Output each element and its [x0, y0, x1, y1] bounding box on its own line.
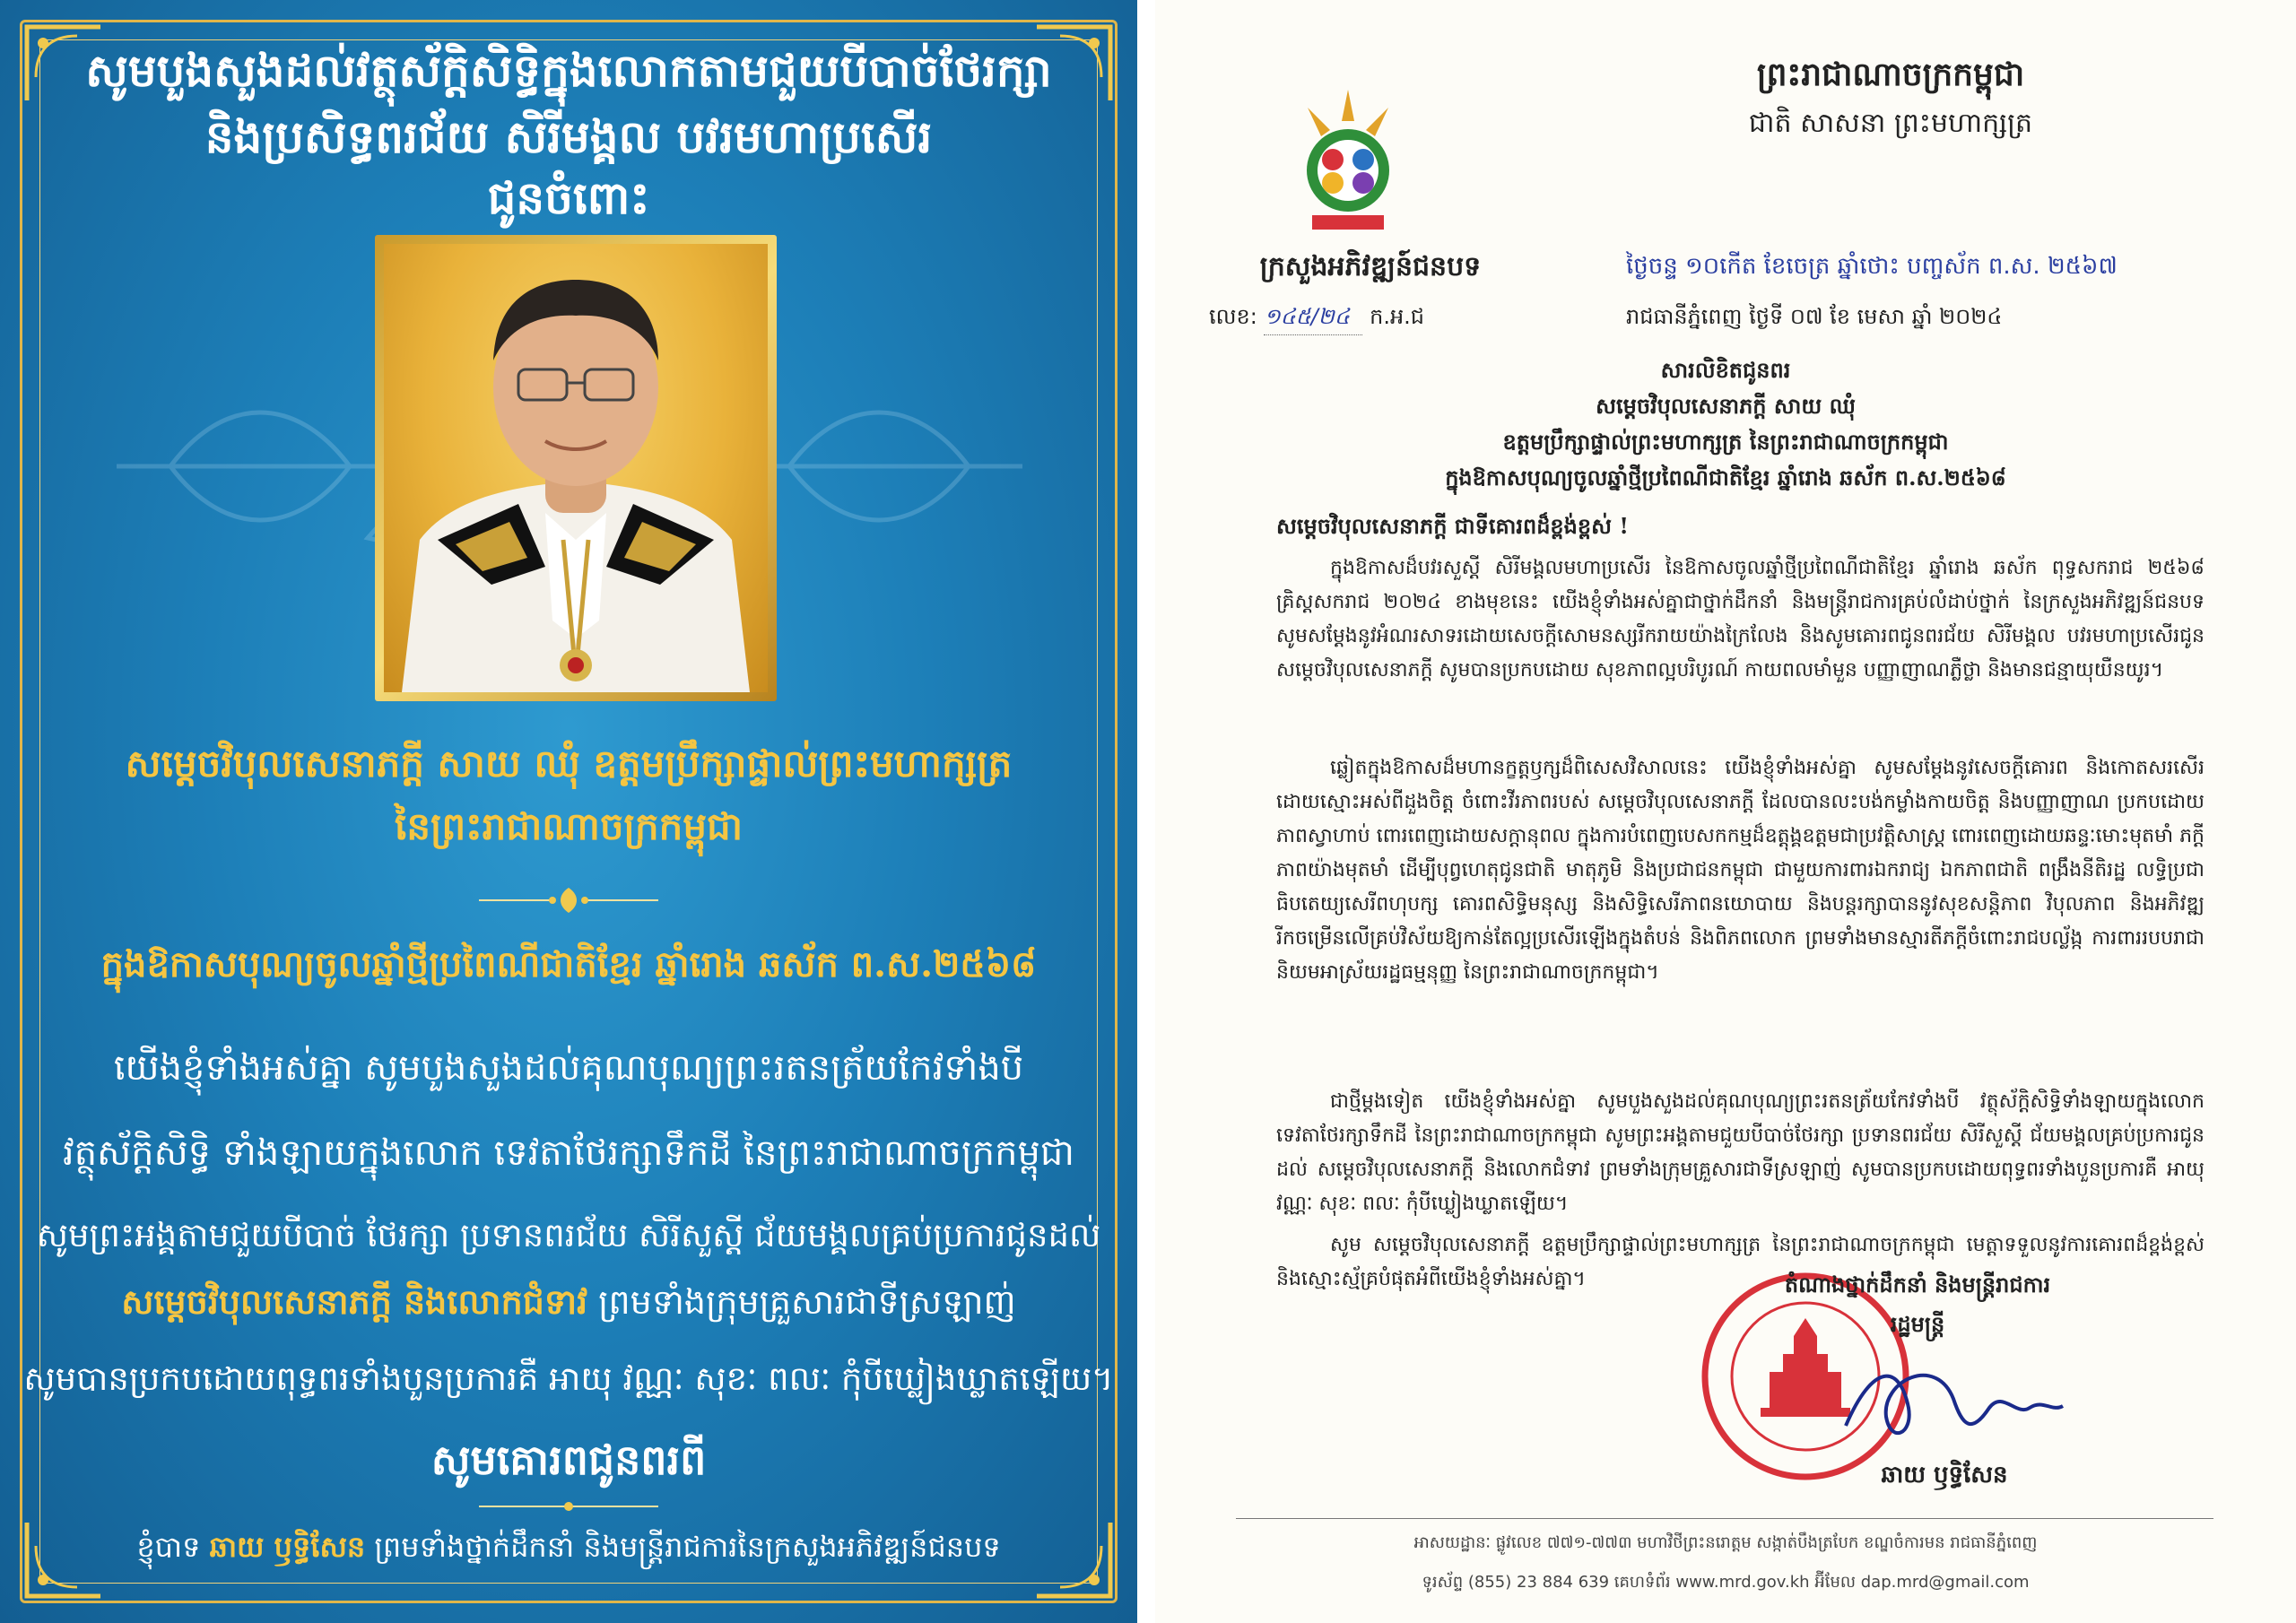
- signer-name: ឆាយ ឫទ្ធិសែន: [1881, 1462, 2008, 1488]
- reference-number: [1209, 303, 1424, 335]
- lunar-date: ថ្ងៃចន្ទ ១០កើត ខែចេត្រ ឆ្នាំថោះ បញ្ចស័ក ព.ស. ២៥៦៧: [1626, 253, 2118, 280]
- paragraph-4: សូម សម្តេចវិបុលសេនាភក្តី ឧត្តមប្រឹក្សាផ្ទាល់ព្រះមហាក្សត្រ នៃព្រះរាជាណាចក្រកម្ពុជា មេត្តាទទួលនូវការគោរពដ៏ខ្ពង់ខ្ពស់ និងស្មោះស្ម័គ្របំផុតអំពីយើងខ្ញុំទាំងអស់គ្នា។: [1276, 1234, 2205, 1290]
- wish-line1: យើងខ្ញុំទាំងអស់គ្នា សូមបួងសួងដល់គុណបុណ្យព្រះរតនត្រ័យកែវទាំងបី: [113, 1047, 1024, 1089]
- letter-subject: ក្នុងឱកាសបុណ្យចូលឆ្នាំថ្មីប្រពៃណីជាតិខ្មែរ ឆ្នាំរោង ឆស័ក ព.ស.២៥៦៨: [1445, 464, 2006, 490]
- respect-text: សូមគោរពជូនពរពី: [430, 1436, 707, 1484]
- doc-type: សារលិខិតជូនពរ: [1660, 357, 1791, 383]
- wish-line4-white: ព្រមទាំងក្រុមគ្រួសារជាទីស្រឡាញ់: [587, 1282, 1016, 1322]
- card-header-line1: សូមបួងសួងដល់វត្ថុស័ក្តិសិទ្ធិក្នុងលោកតាមជួយបីបាច់ថែរក្សា: [85, 44, 1052, 97]
- honoree-line2: នៃព្រះរាជាណាចក្រកម្ពុជា: [394, 804, 743, 848]
- footer-divider: [1236, 1518, 2213, 1519]
- portrait-frame: [375, 235, 777, 701]
- card-from-line: [0, 1529, 1137, 1571]
- wish-line4: [0, 1280, 1137, 1331]
- wish-line5: សូមបានប្រកបដោយពុទ្ធពរទាំងបួនប្រការគឺ អាយុ វណ្ណៈ សុខៈ ពលៈ កុំបីឃ្លៀងឃ្លាតឡើយ។: [23, 1359, 1114, 1398]
- solar-date: រាជធានីភ្នំពេញ ថ្ងៃទី ០៧ ខែ មេសា ឆ្នាំ ២០២៤: [1626, 304, 2003, 329]
- divider-line: [479, 1497, 658, 1515]
- ministry-logo-icon: [1290, 81, 1406, 242]
- ref-label: លេខ:: [1209, 304, 1257, 329]
- ministry-name: ក្រសួងអភិវឌ្ឍន៍ជនបទ: [1259, 251, 1482, 282]
- wish-line3: សូមព្រះអង្គតាមជួយបីបាច់ ថែរក្សា ប្រទានពរជ័យ សិរីសួស្តី ជ័យមង្គលគ្រប់ប្រការជូនដល់: [36, 1216, 1101, 1254]
- occasion-text: ក្នុងឱកាសបុណ្យចូលឆ្នាំថ្មីប្រពៃណីជាតិខ្មែរ ឆ្នាំរោង ឆស័ក ព.ស.២៥៦៨: [100, 943, 1037, 985]
- paragraph-2: ឆ្លៀតក្នុងឱកាសដ៏មហានក្ខត្តឫក្សដ៏ពិសេសវិសាលនេះ យើងខ្ញុំទាំងអស់គ្នា សូមសម្តែងនូវសេចក្តីគោរព និងកោតសរសើរដោយស្មោះអស់ពីដួងចិត្ត ចំពោះវីរភាពរបស់ សម្តេចវិបុលសេនាភក្តី ដែលបានលះបង់កម្លាំងកាយចិត្ត និងបញ្ញាញាណ ប្រកបដោយភាពស្វាហាប់ ពោរពេញដោយសក្តានុពល ក្នុងការបំពេញបេសកកម្មដ៏ឧត្តុង្គឧត្តមជាប្រវត្តិសាស្ត្រ ពោរពេញដោយឆន្ទៈមោះមុតមាំ ភក្តីភាពយ៉ាងមុតមាំ ដើម្បីបុព្វហេតុជូនជាតិ មាតុភូមិ និងប្រជាជនកម្ពុជា ជាមួយការពារឯករាជ្យ ឯកភាពជាតិ ពង្រឹងនីតិរដ្ឋ លទ្ធិប្រជាធិបតេយ្យសេរីពហុបក្ស គោរពសិទ្ធិមនុស្ស និងសិទ្ធិសេរីភាពនយោបាយ និងបន្តរក្សាបាននូវសុខសន្តិភាព វិបុលភាព និងអភិវឌ្ឍរីកចម្រើនលើគ្រប់វិស័យឱ្យកាន់តែល្អប្រសើរឡើងក្នុងតំបន់ និងពិភពលោក ព្រមទាំងមានស្មារតីភក្តីចំពោះរាជបល្ល័ង្ក ការពាររបបរាជានិយមអាស្រ័យរដ្ឋធម្មនុញ្ញ នៃព្រះរាជាណាចក្រកម្ពុជា។: [1276, 757, 2205, 984]
- recipient-title: ឧត្តមប្រឹក្សាផ្ទាល់ព្រះមហាក្សត្រ នៃព្រះរាជាណាចក្រកម្ពុជា: [1502, 429, 1949, 455]
- official-letter: [1155, 0, 2296, 1623]
- letter-motto: ជាតិ សាសនា ព្រះមហាក្សត្រ: [1748, 108, 2033, 139]
- card-header-line2: និងប្រសិទ្ធពរជ័យ សិរីមង្គល បវរមហាប្រសើរ: [204, 110, 933, 163]
- closing-line: តំណាងថ្នាក់ដឹកនាំ និងមន្ត្រីរាជការ: [1784, 1271, 2051, 1298]
- card-header-line3: ជូនចំពោះ: [487, 171, 650, 224]
- signature: [1837, 1345, 2070, 1462]
- honoree-line1: សម្តេចវិបុលសេនាភក្តី សាយ ឈុំ ឧត្តមប្រឹក្សាផ្ទាល់ព្រះមហាក្សត្រ: [125, 742, 1013, 785]
- footer-contact: ទូរស័ព្ទ (855) 23 884 639 គេហទំព័រ www.mrd.gov.kh អ៊ីមែល dap.mrd@gmail.com: [1422, 1573, 2030, 1592]
- portrait-photo: [384, 244, 768, 692]
- ref-number: ១៤៥/២៤: [1264, 303, 1362, 335]
- wish-line2: វត្ថុស័ក្តិសិទ្ធិ ទាំងឡាយក្នុងលោក ទេវតាថែរក្សាទឹកដី នៃព្រះរាជាណាចក្រកម្ពុជា: [63, 1133, 1074, 1174]
- from-suffix: ព្រមទាំងថ្នាក់ដឹកនាំ និងមន្ត្រីរាជការនៃក្រសួងអភិវឌ្ឍន៍ជនបទ: [365, 1530, 1001, 1564]
- divider-ornament-icon: [479, 886, 658, 915]
- from-prefix: ខ្ញុំបាទ: [136, 1530, 210, 1564]
- wish-line4-gold: សម្តេចវិបុលសេនាភក្តី និងលោកជំទាវ: [121, 1281, 588, 1322]
- from-name: ឆាយ ឫទ្ធិសែន: [209, 1530, 366, 1564]
- paragraph-1: ក្នុងឱកាសដ៏បវរសួស្តី សិរីមង្គលមហាប្រសើរ នៃឱកាសចូលឆ្នាំថ្មីប្រពៃណីជាតិខ្មែរ ឆ្នាំរោង ឆស័ក ពុទ្ធសករាជ ២៥៦៨ គ្រិស្តសករាជ ២០២៤ ខាងមុខនេះ យើងខ្ញុំទាំងអស់គ្នាជាថ្នាក់ដឹកនាំ និងមន្ត្រីរាជការគ្រប់លំដាប់ថ្នាក់ នៃក្រសួងអភិវឌ្ឍន៍ជនបទ សូមសម្តែងនូវអំណរសាទរដោយសេចក្តីសោមនស្សរីករាយយ៉ាងក្រៃលែង និងសូមគោរពជូនពរជ័យ សិរីមង្គល បវរមហាប្រសើរជូន សម្តេចវិបុលសេនាភក្តី សូមបានប្រកបដោយ សុខភាពល្អបរិបូរណ៍ កាយពលមាំមួន បញ្ញាញាណភ្លឺថ្លា និងមានជន្មាយុយឺនយូរ។: [1276, 557, 2205, 681]
- footer-address: អាសយដ្ឋានៈ ផ្លូវលេខ ៧៧១-៧៧៣ មហាវិថីព្រះនរោត្តម សង្កាត់បឹងត្របែក ខណ្ឌចំការមន រាជធានីភ្នំពេញ: [1413, 1533, 2038, 1552]
- salutation: សម្តេចវិបុលសេនាភក្តី ជាទីគោរពដ៏ខ្ពង់ខ្ពស់ !: [1276, 513, 1629, 539]
- ref-suffix: ក.អ.ជ: [1370, 304, 1425, 329]
- paragraph-3: ជាថ្មីម្តងទៀត យើងខ្ញុំទាំងអស់គ្នា សូមបួងសួងដល់គុណបុណ្យព្រះរតនត្រ័យកែវទាំងបី វត្ថុស័ក្តិសិទ្ធិទាំងឡាយក្នុងលោក ទេវតាថែរក្សាទឹកដី នៃព្រះរាជាណាចក្រកម្ពុជា សូមព្រះអង្គតាមជួយបីបាច់ថែរក្សា ប្រទានពរជ័យ សិរីសួស្តី ជ័យមង្គលគ្រប់ប្រការជូនដល់ សម្តេចវិបុលសេនាភក្តី និងលោកជំទាវ ព្រមទាំងក្រុមគ្រួសារជាទីស្រឡាញ់ សូមបានប្រកបដោយពុទ្ធពរទាំងបួនប្រការគឺ អាយុ វណ្ណៈ សុខៈ ពលៈ កុំបីឃ្លៀងឃ្លាតឡើយ។: [1276, 1090, 2205, 1215]
- recipient-name: សម្តេចវិបុលសេនាភក្តី សាយ ឈុំ: [1596, 393, 1856, 419]
- letter-kingdom: ព្រះរាជាណាចក្រកម្ពុជា: [1756, 56, 2025, 93]
- signer-title: រដ្ឋមន្ត្រី: [1890, 1311, 1945, 1337]
- greeting-card: [0, 0, 1137, 1623]
